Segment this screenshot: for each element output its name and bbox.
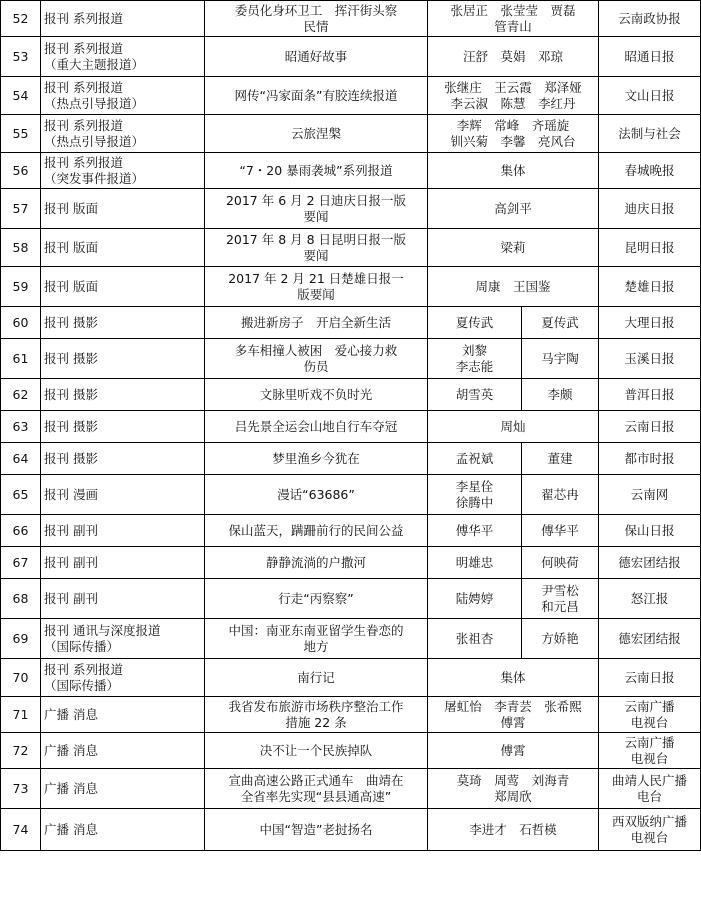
unit-cell: 云南日报 xyxy=(599,411,701,443)
category-cell: 报刊 版面 xyxy=(41,267,205,307)
title-cell: 委员化身环卫工 挥汗街头察 民情 xyxy=(205,1,428,37)
table-row xyxy=(1,411,701,443)
author-cell: 集体 xyxy=(428,153,599,189)
unit-cell: 云南日报 xyxy=(599,659,701,697)
author-cell: 张居正 张莹莹 贾磊 管青山 xyxy=(428,1,599,37)
title-cell: 南行记 xyxy=(205,659,428,697)
author-cell: 周康 王国鉴 xyxy=(428,267,599,307)
unit-cell: 保山日报 xyxy=(599,515,701,547)
table-row xyxy=(1,475,701,515)
author-cell: 周灿 xyxy=(428,411,599,443)
unit-cell: 云南政协报 xyxy=(599,1,701,37)
row-number: 56 xyxy=(1,153,41,189)
author-cell: 汪舒 莫娟 邓琼 xyxy=(428,37,599,77)
author-cell: 李辉 常峰 齐瑶旋 钏兴菊 李馨 亮风台 xyxy=(428,115,599,153)
table-row xyxy=(1,37,701,77)
category-cell: 广播 消息 xyxy=(41,769,205,809)
title-cell: 网传“冯家面条”有胶连续报道 xyxy=(205,77,428,115)
row-number: 53 xyxy=(1,37,41,77)
title-cell: 宣曲高速公路正式通车 曲靖在 全省率先实现“县县通高速” xyxy=(205,769,428,809)
row-number: 60 xyxy=(1,307,41,339)
editor-cell: 傅华平 xyxy=(522,515,599,547)
title-cell: 梦里渔乡今犹在 xyxy=(205,443,428,475)
category-cell: 报刊 摄影 xyxy=(41,411,205,443)
title-cell: 行走“丙察察” xyxy=(205,579,428,619)
category-cell: 报刊 系列报道 （热点引导报道） xyxy=(41,77,205,115)
author-cell: 傅霄 xyxy=(428,733,599,769)
unit-cell: 楚雄日报 xyxy=(599,267,701,307)
category-cell: 报刊 摄影 xyxy=(41,339,205,379)
unit-cell: 玉溪日报 xyxy=(599,339,701,379)
category-cell: 报刊 摄影 xyxy=(41,379,205,411)
category-cell: 广播 消息 xyxy=(41,733,205,769)
unit-cell: 云南广播 电视台 xyxy=(599,697,701,733)
table-row xyxy=(1,809,701,851)
category-cell: 报刊 摄影 xyxy=(41,443,205,475)
row-number: 65 xyxy=(1,475,41,515)
category-cell: 报刊 摄影 xyxy=(41,307,205,339)
row-number: 61 xyxy=(1,339,41,379)
table-row xyxy=(1,443,701,475)
editor-cell: 何映荷 xyxy=(522,547,599,579)
row-number: 73 xyxy=(1,769,41,809)
author-cell: 莫琦 周莺 刘海青 郑周欣 xyxy=(428,769,599,809)
category-cell: 报刊 漫画 xyxy=(41,475,205,515)
row-number: 58 xyxy=(1,229,41,267)
table-row xyxy=(1,229,701,267)
unit-cell: 云南网 xyxy=(599,475,701,515)
table-row xyxy=(1,189,701,229)
category-cell: 报刊 版面 xyxy=(41,189,205,229)
category-cell: 报刊 副刊 xyxy=(41,579,205,619)
unit-cell: 法制与社会 xyxy=(599,115,701,153)
author-cell: 张祖杏 xyxy=(428,619,522,659)
unit-cell: 云南广播 电视台 xyxy=(599,733,701,769)
editor-cell: 夏传武 xyxy=(522,307,599,339)
category-cell: 报刊 副刊 xyxy=(41,547,205,579)
table-row xyxy=(1,733,701,769)
category-cell: 报刊 系列报道 （突发事件报道） xyxy=(41,153,205,189)
unit-cell: 春城晚报 xyxy=(599,153,701,189)
category-cell: 报刊 系列报道 （国际传播） xyxy=(41,659,205,697)
title-cell: 我省发布旅游市场秩序整治工作 措施 22 条 xyxy=(205,697,428,733)
row-number: 72 xyxy=(1,733,41,769)
row-number: 67 xyxy=(1,547,41,579)
title-cell: 漫话“63686” xyxy=(205,475,428,515)
author-cell: 李星佺 徐腾中 xyxy=(428,475,522,515)
table-row xyxy=(1,307,701,339)
table-row xyxy=(1,115,701,153)
category-cell: 报刊 系列报道 xyxy=(41,1,205,37)
table-row xyxy=(1,659,701,697)
title-cell: 云旅涅槃 xyxy=(205,115,428,153)
author-cell: 刘黎 李志能 xyxy=(428,339,522,379)
table-row xyxy=(1,619,701,659)
author-cell: 屠虹怡 李青芸 张希熙 傅霄 xyxy=(428,697,599,733)
row-number: 68 xyxy=(1,579,41,619)
table-row xyxy=(1,1,701,37)
row-number: 70 xyxy=(1,659,41,697)
title-cell: 2017 年 2 月 21 日楚雄日报一 版要闻 xyxy=(205,267,428,307)
author-cell: 明雄忠 xyxy=(428,547,522,579)
table-row xyxy=(1,769,701,809)
table-row xyxy=(1,697,701,733)
table-body xyxy=(1,1,701,851)
row-number: 66 xyxy=(1,515,41,547)
title-cell: 多车相撞人被困 爱心接力救 伤员 xyxy=(205,339,428,379)
author-cell: 集体 xyxy=(428,659,599,697)
row-number: 62 xyxy=(1,379,41,411)
row-number: 69 xyxy=(1,619,41,659)
unit-cell: 昆明日报 xyxy=(599,229,701,267)
author-cell: 胡雪英 xyxy=(428,379,522,411)
category-cell: 广播 消息 xyxy=(41,697,205,733)
author-cell: 张继庄 王云霞 郑泽娅 李云淑 陈慧 李红丹 xyxy=(428,77,599,115)
row-number: 71 xyxy=(1,697,41,733)
title-cell: 中国“智造”老挝扬名 xyxy=(205,809,428,851)
category-cell: 报刊 通讯与深度报道 （国际传播） xyxy=(41,619,205,659)
unit-cell: 曲靖人民广播 电台 xyxy=(599,769,701,809)
unit-cell: 都市时报 xyxy=(599,443,701,475)
editor-cell: 李颇 xyxy=(522,379,599,411)
title-cell: 昭通好故事 xyxy=(205,37,428,77)
title-cell: 文脉里听戏不负时光 xyxy=(205,379,428,411)
unit-cell: 文山日报 xyxy=(599,77,701,115)
author-cell: 孟祝斌 xyxy=(428,443,522,475)
title-cell: 保山蓝天，蹒跚前行的民间公益 xyxy=(205,515,428,547)
title-cell: “7・20 暴雨袭城”系列报道 xyxy=(205,153,428,189)
unit-cell: 西双版纳广播 电视台 xyxy=(599,809,701,851)
title-cell: 决不让一个民族掉队 xyxy=(205,733,428,769)
author-cell: 李进才 石哲楧 xyxy=(428,809,599,851)
unit-cell: 昭通日报 xyxy=(599,37,701,77)
author-cell: 高剑平 xyxy=(428,189,599,229)
row-number: 74 xyxy=(1,809,41,851)
table-row xyxy=(1,77,701,115)
editor-cell: 尹雪松 和元昌 xyxy=(522,579,599,619)
unit-cell: 怒江报 xyxy=(599,579,701,619)
category-cell: 报刊 系列报道 （热点引导报道） xyxy=(41,115,205,153)
table-row xyxy=(1,379,701,411)
category-cell: 报刊 版面 xyxy=(41,229,205,267)
row-number: 64 xyxy=(1,443,41,475)
title-cell: 吕先景全运会山地自行车夺冠 xyxy=(205,411,428,443)
table-row xyxy=(1,547,701,579)
unit-cell: 大理日报 xyxy=(599,307,701,339)
category-cell: 报刊 副刊 xyxy=(41,515,205,547)
unit-cell: 普洱日报 xyxy=(599,379,701,411)
row-number: 57 xyxy=(1,189,41,229)
editor-cell: 董建 xyxy=(522,443,599,475)
title-cell: 静静流淌的户撒河 xyxy=(205,547,428,579)
table-row xyxy=(1,579,701,619)
table-row xyxy=(1,153,701,189)
table-row xyxy=(1,339,701,379)
editor-cell: 方娇艳 xyxy=(522,619,599,659)
unit-cell: 迪庆日报 xyxy=(599,189,701,229)
author-cell: 梁莉 xyxy=(428,229,599,267)
author-cell: 夏传武 xyxy=(428,307,522,339)
row-number: 54 xyxy=(1,77,41,115)
title-cell: 2017 年 6 月 2 日迪庆日报一版 要闻 xyxy=(205,189,428,229)
title-cell: 中国：南亚东南亚留学生眷恋的 地方 xyxy=(205,619,428,659)
title-cell: 2017 年 8 月 8 日昆明日报一版 要闻 xyxy=(205,229,428,267)
category-cell: 报刊 系列报道 （重大主题报道） xyxy=(41,37,205,77)
editor-cell: 马宇陶 xyxy=(522,339,599,379)
row-number: 63 xyxy=(1,411,41,443)
row-number: 55 xyxy=(1,115,41,153)
unit-cell: 德宏团结报 xyxy=(599,619,701,659)
table-row xyxy=(1,515,701,547)
unit-cell: 德宏团结报 xyxy=(599,547,701,579)
title-cell: 搬进新房子 开启全新生活 xyxy=(205,307,428,339)
author-cell: 傅华平 xyxy=(428,515,522,547)
row-number: 59 xyxy=(1,267,41,307)
category-cell: 广播 消息 xyxy=(41,809,205,851)
editor-cell: 翟芯冉 xyxy=(522,475,599,515)
author-cell: 陆娉婷 xyxy=(428,579,522,619)
table-row xyxy=(1,267,701,307)
row-number: 52 xyxy=(1,1,41,37)
